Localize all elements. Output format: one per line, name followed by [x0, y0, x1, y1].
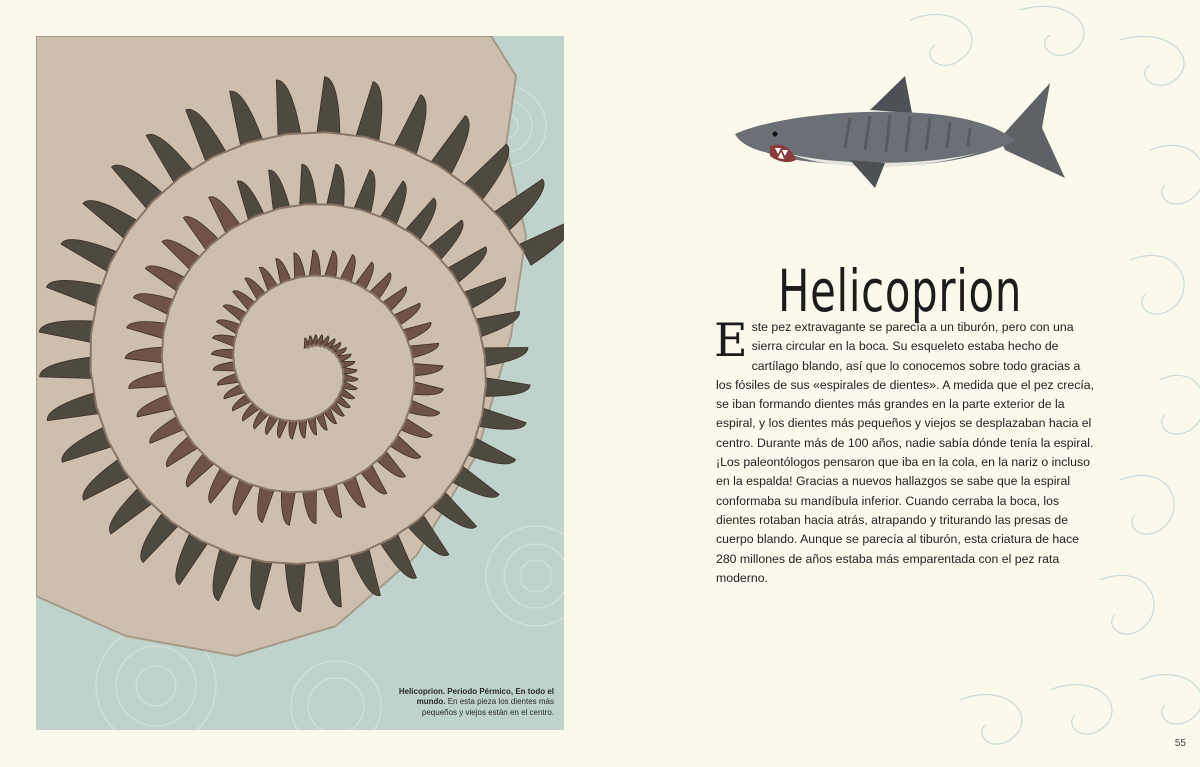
- page-number: 55: [1174, 738, 1186, 749]
- spiral-fossil-photo: [36, 36, 564, 730]
- article-body: [714, 313, 1096, 588]
- fossil-tooth: [479, 409, 526, 430]
- fossil-tooth: [485, 378, 531, 396]
- shark-illustration: [730, 68, 1070, 198]
- caption-bold: Helicoprion. Periodo Pérmico, En todo el mundo.: [398, 686, 554, 706]
- body-text: ste pez extravagante se parecía a un tiburón, pero con una sierra circular en la boca. Su esqueleto estaba hecho de cartílago blando, así que lo conocemos sobre todo gracias a los fósiles de sus «espirales de dientes». A medida que el pez crecía, se iban formando dientes más grandes en la parte exterior de la espiral, y los dientes más pequeños y viejos se desplazaban hacia el centro. Durante más de 100 años, nadie sabía dónde tenía la espiral. ¡Los paleontólogos pensaron que iba en la cola, en la nariz o incluso en la espalda! Gracias a nuevos hallazgos se sabe que la espiral conformaba su mandíbula inferior. Cuando cerraba la boca, los dientes rotaban hacia atrás, atrapando y triturando las presas de cuerpo blando. Aunque se parecía al tiburón, esta criatura de hace 280 millones de años estaba más emparentada con el pez rata moderno.: [716, 320, 1095, 585]
- fossil-photo-panel: [36, 36, 564, 730]
- caption-text: En esta pieza los dientes más pequeños y viejos están en el centro.: [421, 697, 554, 717]
- drop-cap: E: [714, 313, 748, 367]
- article-title: Helicoprion: [777, 256, 1023, 325]
- fossil-tooth: [520, 220, 564, 265]
- fossil-tooth: [484, 348, 528, 367]
- photo-caption: [394, 687, 554, 719]
- fossil-tooth: [468, 438, 516, 464]
